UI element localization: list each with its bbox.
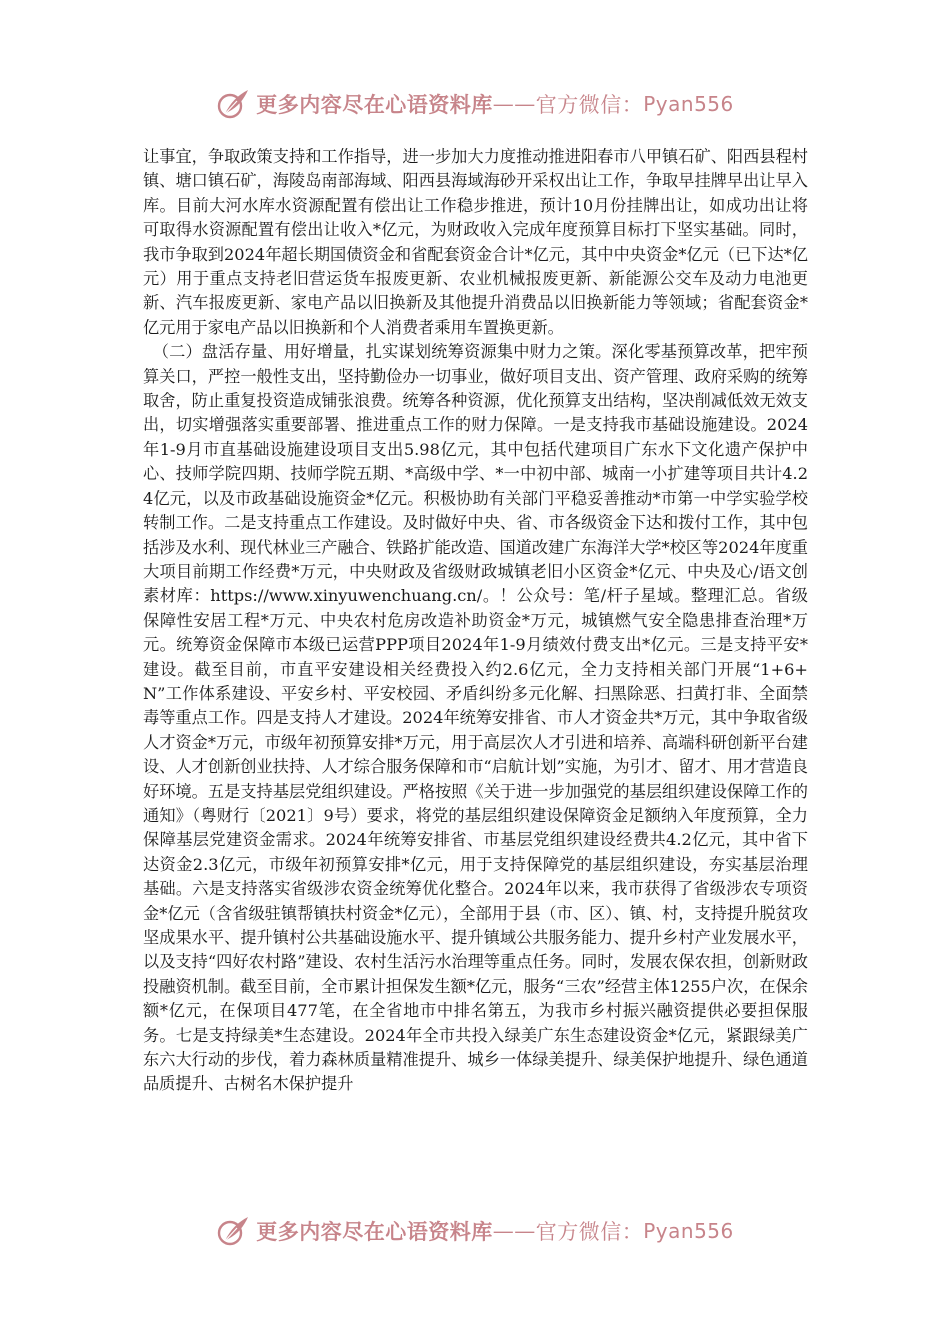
banner-separator: —— (492, 92, 536, 116)
banner-official-label: 官方微信： (535, 93, 644, 117)
banner-wechat-id: Pyan556 (643, 1219, 734, 1243)
header-watermark-banner (0, 84, 950, 124)
feather-pen-icon (216, 87, 250, 121)
banner-separator: —— (492, 1219, 536, 1243)
footer-watermark-banner (0, 1211, 950, 1251)
paragraph-2: （二）盘活存量、用好增量，扎实谋划统筹资源集中财力之策。深化零基预算改革，把牢预算关口，严控一般性支出，坚持勤俭办一切事业，做好项目支出、资产管理、政府采购的统筹取舍，防止重复投资造成铺张浪费。统筹各种资源，优化预算支出结构，坚决削减低效无效支出，切实增强落实重要部署、推进重点工作的财力保障。一是支持我市基础设施建设。2024年1-9月市直基础设施建设项目支出5.98亿元，其中包括代建项目广东水下文化遗产保护中心、技师学院四期、技师学院五期、*高级中学、*一中初中部、城南一小扩建等项目共计4.24亿元，以及市政基础设施资金*亿元。积极协助有关部门平稳妥善推动*市第一中学实验学校转制工作。二是支持重点工作建设。及时做好中央、省、市各级资金下达和拨付工作，其中包括涉及水利、现代林业三产融合、铁路扩能改造、国道改建广东海洋大学*校区等2024年度重大项目前期工作经费*万元，中央财政及省级财政城镇老旧小区资金*亿元、中央及心/语文创素材库：https://www.xinyuwenchuang.cn/。！公众号：笔/杆子星域。整理汇总。省级保障性安居工程*万元、中央农村危房改造补助资金*万元，城镇燃气安全隐患排查治理*万元。统筹资金保障市本级已运营PPP项目2024年1-9月绩效付费支出*亿元。三是支持平安*建设。截至目前，市直平安建设相关经费投入约2.6亿元，全力支持相关部门开展“1+6+N”工作体系建设、平安乡村、平安校园、矛盾纠纷多元化解、扫黑除恶、扫黄打非、全面禁毒等重点工作。四是支持人才建设。2024年统筹安排省、市人才资金共*万元，其中争取省级人才资金*万元，市级年初预算安排*万元，用于高层次人才引进和培养、高端科研创新平台建设、人才创新创业扶持、人才综合服务保障和市“启航计划”实施，为引才、留才、用才营造良好环境。五是支持基层党组织建设。严格按照《关于进一步加强党的基层组织建设保障工作的通知》（粤财行〔2021〕9号）要求，将党的基层组织建设保障资金足额纳入年度预算，全力保障基层党建资金需求。2024年统筹安排省、市基层党组织建设经费共4.2亿元，其中省下达资金2.3亿元，市级年初预算安排*亿元，用于支持保障党的基层组织建设，夯实基层治理基础。六是支持落实省级涉农资金统筹优化整合。2024年以来，我市获得了省级涉农专项资金*亿元（含省级驻镇帮镇扶村资金*亿元），全部用于县（市、区）、镇、村，支持提升脱贫攻坚成果水平、提升镇村公共基础设施水平、提升镇域公共服务能力、提升乡村产业发展水平，以及支持“四好农村路”建设、农村生活污水治理等重点任务。同时，发展农保农担，创新财政投融资机制。截至目前，全市累计担保发生额*亿元，服务“三农”经营主体1255户次，在保余额*亿元，在保项目477笔，在全省地市中排名第五，为我市乡村振兴融资提供必要担保服务。七是支持绿美*生态建设。2024年全市共投入绿美广东生态建设资金*亿元，紧跟绿美广东六大行动的步伐，着力森林质量精准提升、城乡一体绿美提升、绿美保护地提升、绿色通道品质提升、古树名木保护提升 (143, 342, 808, 1094)
banner-wechat-id: Pyan556 (643, 92, 734, 116)
banner-official-label: 官方微信： (535, 1220, 644, 1244)
paragraph-1: 让事宜，争取政策支持和工作指导，进一步加大力度推动推进阳春市八甲镇石矿、阳西县程村镇、塘口镇石矿，海陵岛南部海域、阳西县海域海砂开采权出让工作，争取早挂牌早出让早入库。目前大河水库水资源配置有偿出让工作稳步推进，预计10月份挂牌出让，如成功出让将可取得水资源配置有偿出让收入*亿元，为财政收入完成年度预算目标打下坚实基础。同时，我市争取到2024年超长期国债资金和省配套资金合计*亿元，其中中央资金*亿元（已下达*亿元）用于重点支持老旧营运货车报废更新、农业机械报废更新、新能源公交车及动力电池更新、汽车报废更新、家电产品以旧换新及其他提升消费品以旧换新能力等领域；省配套资金*亿元用于家电产品以旧换新和个人消费者乘用车置换更新。 (143, 147, 808, 337)
document-body (143, 145, 808, 1097)
feather-pen-icon (216, 1214, 250, 1248)
banner-brand-text: 更多内容尽在心语资料库 (256, 92, 493, 117)
banner-brand-text: 更多内容尽在心语资料库 (256, 1219, 493, 1244)
